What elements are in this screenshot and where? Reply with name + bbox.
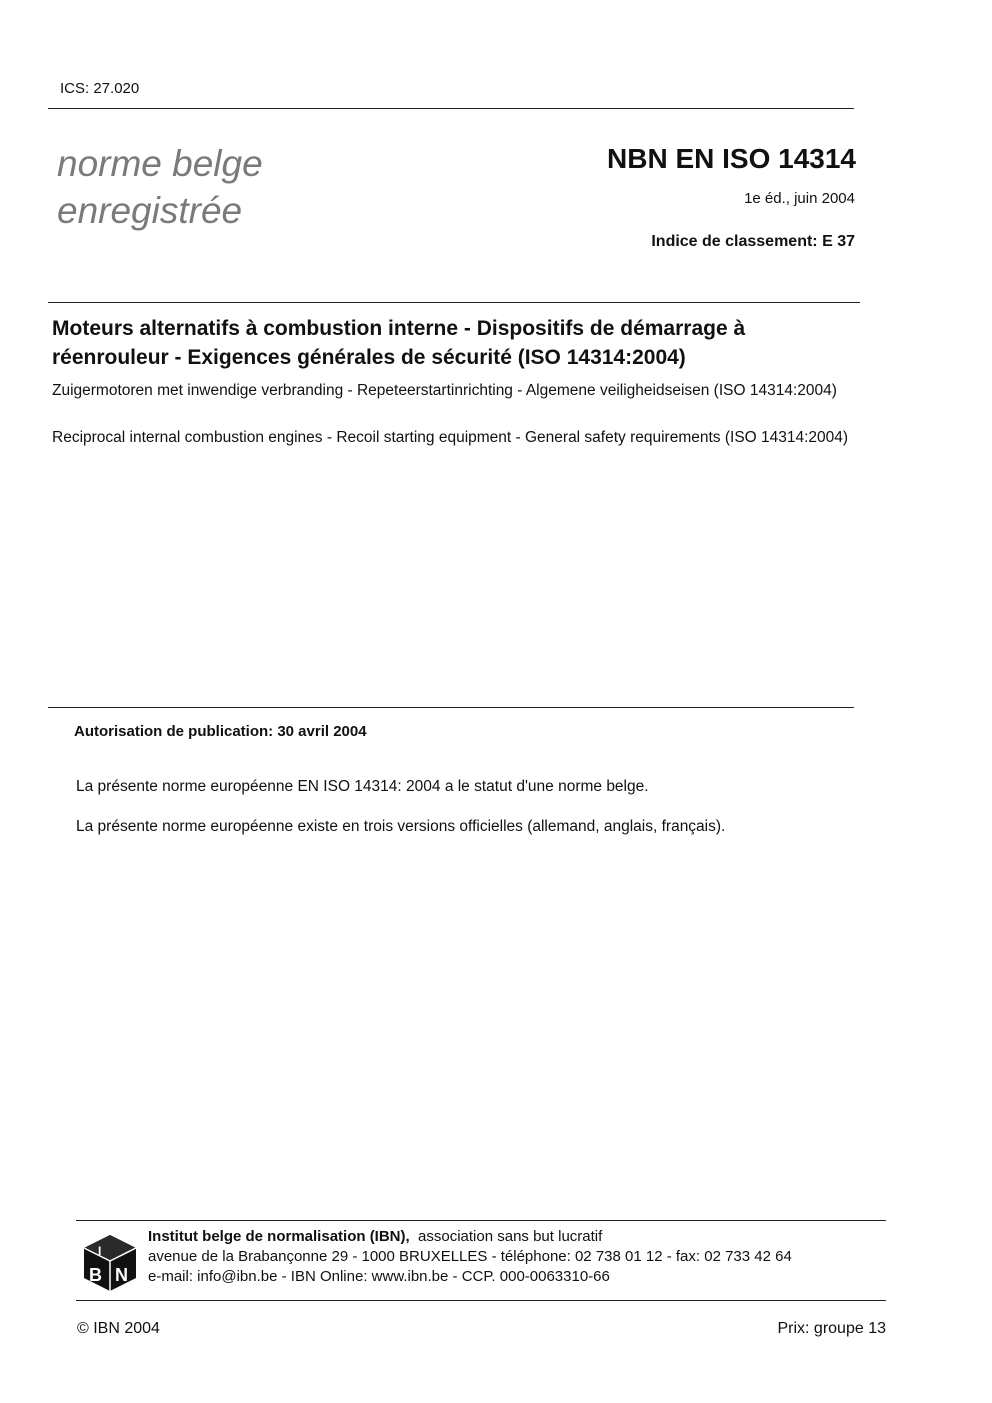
registered-norm-label-line2: enregistrée: [57, 190, 243, 231]
title-french: Moteurs alternatifs à combustion interne - Dispositifs de démarrage à réenrouleur - Exigences générales de sécurité (ISO 14314:2004): [52, 317, 746, 369]
publication-authorisation: Autorisation de publication: 30 avril 2004: [74, 723, 367, 740]
footer-bottom-divider: [76, 1300, 886, 1301]
institute-address: avenue de la Brabançonne 29 - 1000 BRUXELLES - téléphone: 02 738 01 12 - fax: 02 733 42 64: [148, 1248, 792, 1265]
copyright: © IBN 2004: [77, 1320, 160, 1337]
header-divider: [48, 108, 854, 109]
svg-text:N: N: [115, 1265, 128, 1285]
ics-code: ICS: 27.020: [60, 80, 140, 97]
publication-divider: [48, 707, 854, 708]
edition-date: 1e éd., juin 2004: [744, 190, 855, 207]
svg-text:B: B: [89, 1265, 102, 1285]
standard-number: NBN EN ISO 14314: [607, 143, 856, 174]
status-paragraph: La présente norme européenne EN ISO 14314: 2004 a le statut d'une norme belge.: [76, 778, 649, 795]
title-dutch: Zuigermotoren met inwendige verbranding - Repeteerstartinrichting - Algemene veiligheidseisen (ISO 14314:2004): [52, 382, 837, 399]
classification-index: Indice de classement: E 37: [651, 233, 855, 250]
institute-name-line: [148, 1228, 602, 1245]
price-group: Prix: groupe 13: [777, 1320, 886, 1337]
title-divider: [48, 302, 860, 303]
footer-top-divider: [76, 1220, 886, 1221]
versions-paragraph: La présente norme européenne existe en trois versions officielles (allemand, anglais, français).: [76, 818, 726, 835]
title-english: Reciprocal internal combustion engines - Recoil starting equipment - General safety requirements (ISO 14314:2004): [52, 429, 849, 446]
institute-type: association sans but lucratif: [418, 1228, 603, 1245]
svg-text:I: I: [98, 1244, 102, 1258]
institute-name: Institut belge de normalisation (IBN),: [148, 1228, 410, 1245]
institute-contact: e-mail: info@ibn.be - IBN Online: www.ibn.be - CCP. 000-0063310-66: [148, 1268, 610, 1285]
registered-norm-label-line1: norme belge: [57, 143, 263, 184]
ibn-logo: [82, 1233, 138, 1293]
